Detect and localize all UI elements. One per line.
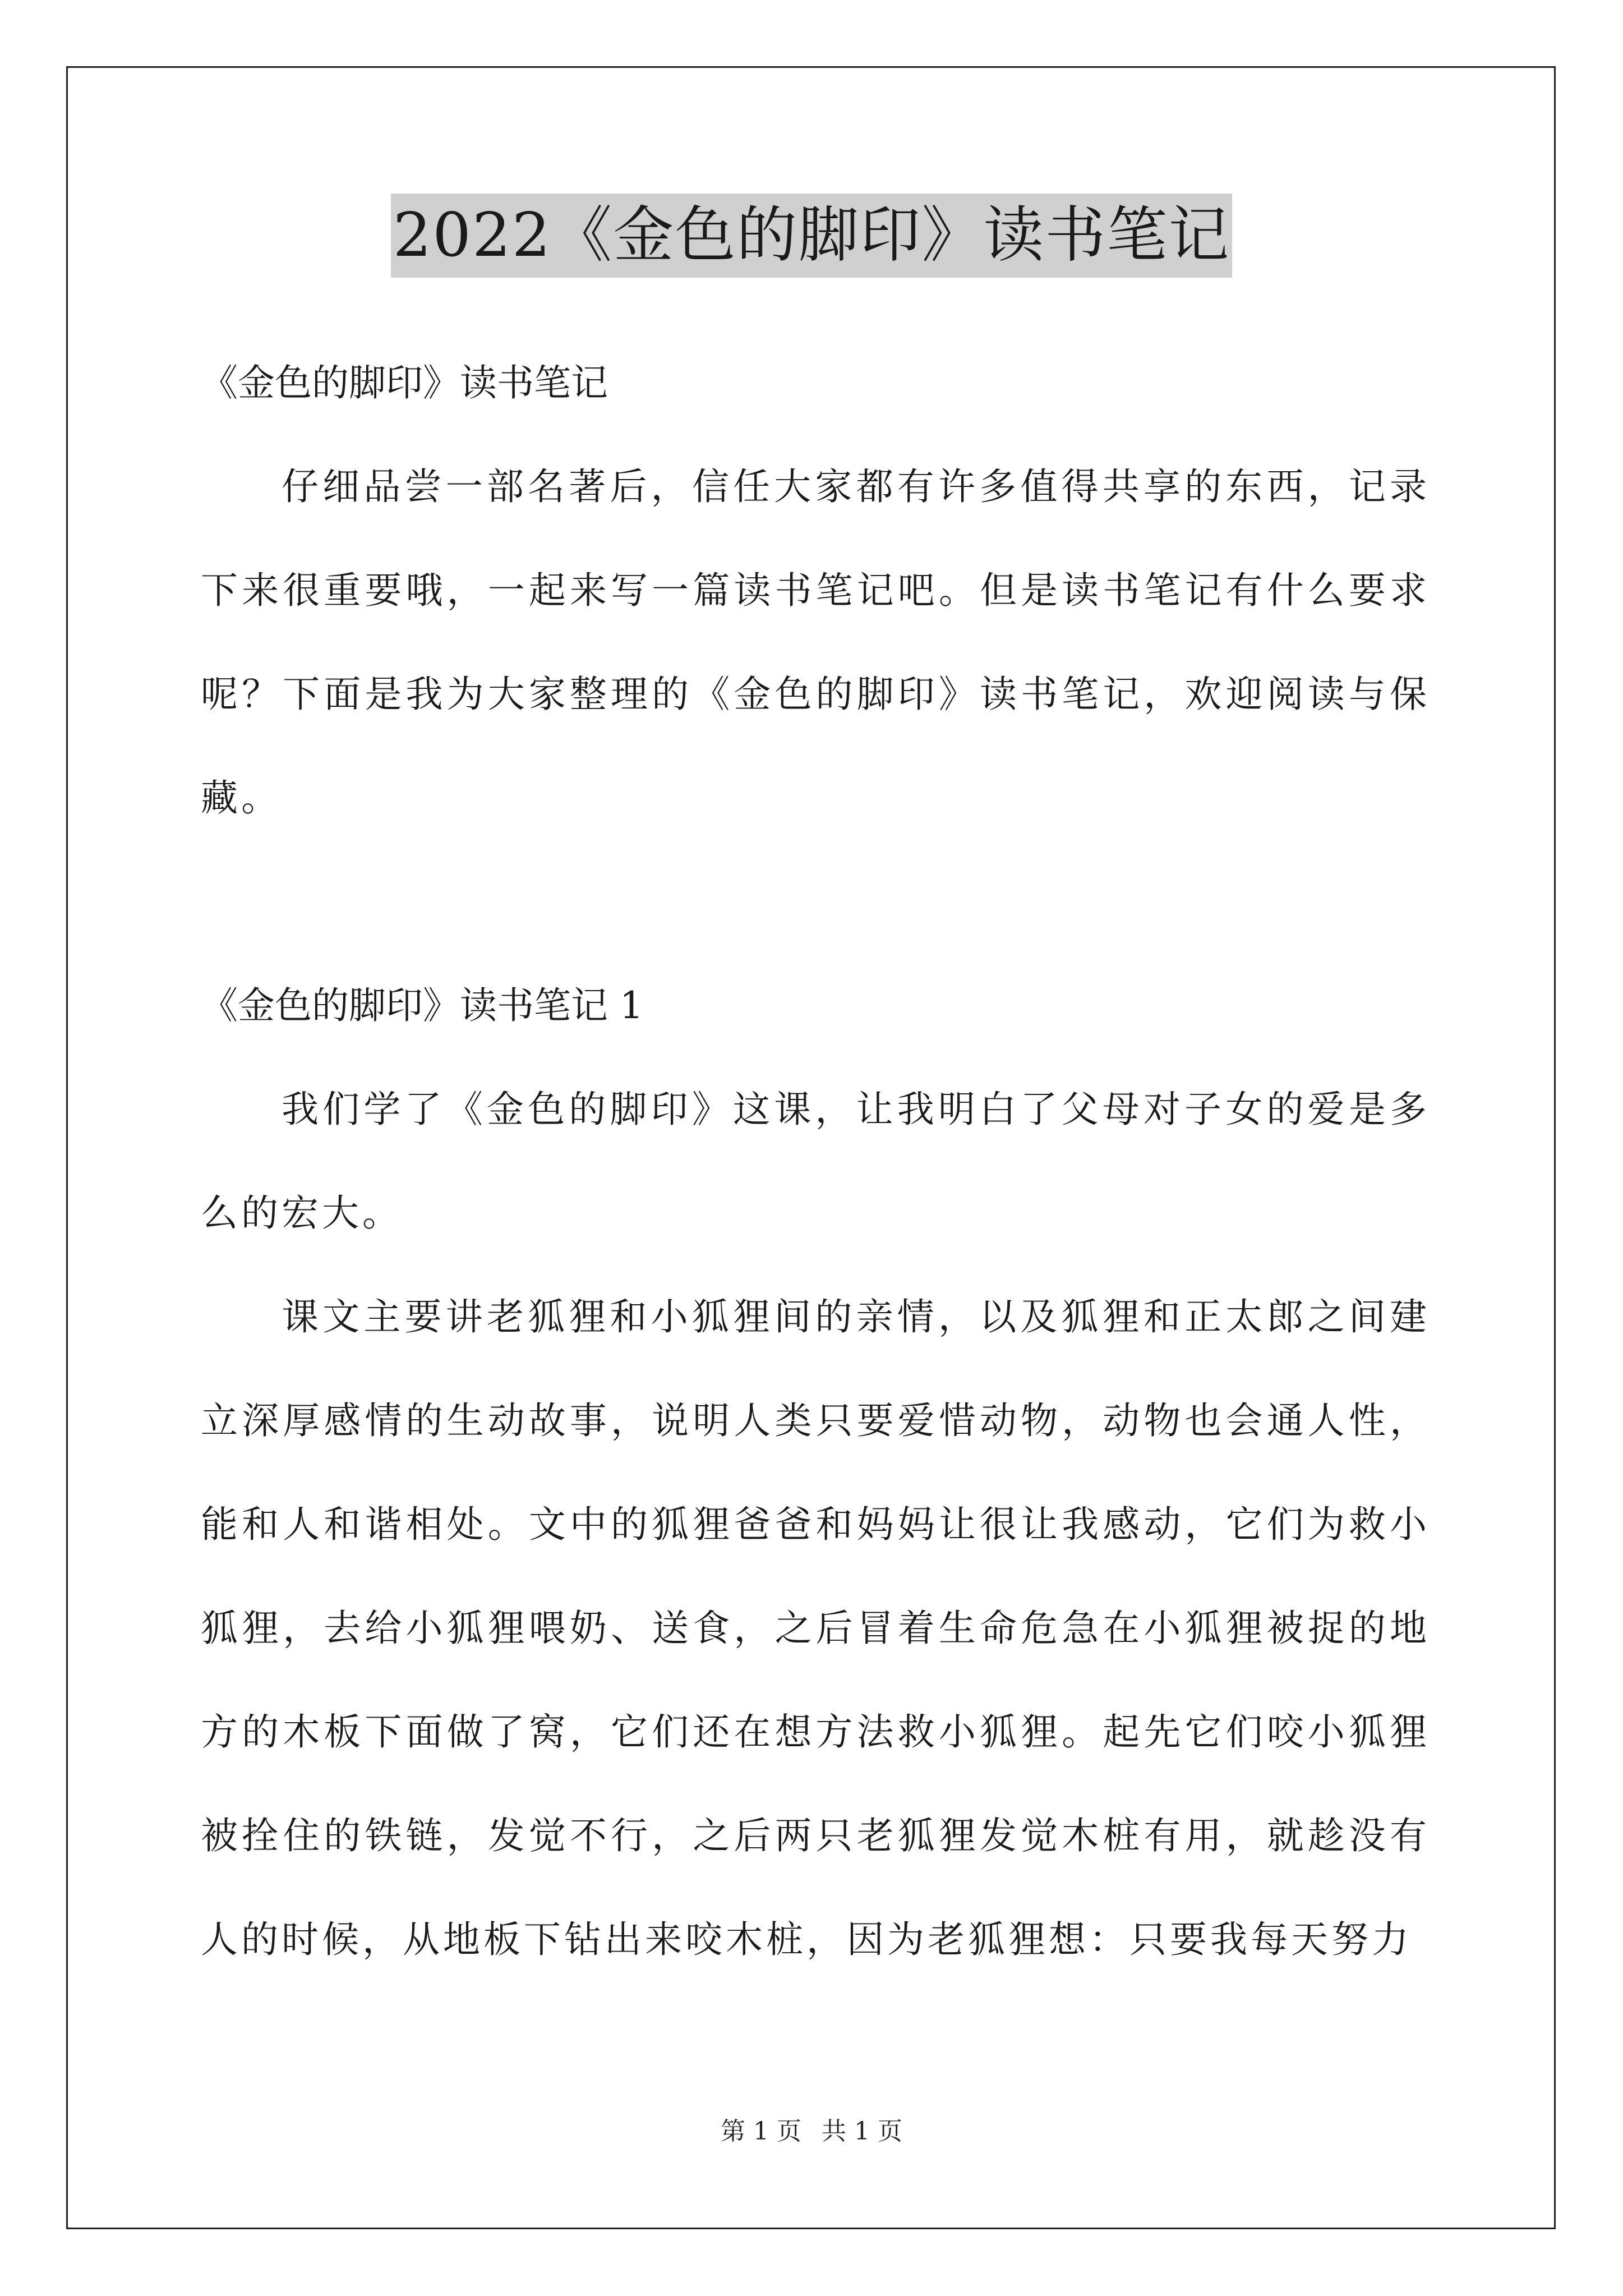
intro-paragraph: 仔细品尝一部名著后，信任大家都有许多值得共享的东西，记录下来很重要哦，一起来写一篇读书笔记吧。但是读书笔记有什么要求呢？下面是我为大家整理的《金色的脚印》读书笔记，欢迎阅读与保藏。 (201, 465, 1430, 820)
document-body (201, 331, 1430, 1991)
page-total: 共 1 页 (822, 2117, 902, 2146)
intro-heading: 《金色的脚印》读书笔记 (201, 361, 608, 404)
section1-paragraph-2: 课文主要讲老狐狸和小狐狸间的亲情，以及狐狸和正太郎之间建立深厚感情的生动故事，说明人类只要爱惜动物，动物也会通人性，能和人和谐相处。文中的狐狸爸爸和妈妈让很让我感动，它们为救小狐狸，去给小狐狸喂奶、送食，之后冒着生命危急在小狐狸被捉的地方的木板下面做了窝，它们还在想方法救小狐狸。起先它们咬小狐狸被拴住的铁链，发觉不行，之后两只老狐狸发觉木桩有用，就趁没有人的时候，从地板下钻出来咬木桩，因为老狐狸想：只要我每天努力 (201, 1295, 1430, 1961)
document-title: 2022《金色的脚印》读书笔记 (391, 194, 1233, 278)
page-footer (0, 2115, 1623, 2148)
title-container (0, 194, 1623, 278)
section1-paragraph-1: 我们学了《金色的脚印》这课，让我明白了父母对子女的爱是多么的宏大。 (201, 1088, 1430, 1235)
section-spacer (201, 850, 1430, 954)
section1-heading: 《金色的脚印》读书笔记 1 (201, 984, 643, 1027)
page-number: 第 1 页 (721, 2117, 801, 2146)
